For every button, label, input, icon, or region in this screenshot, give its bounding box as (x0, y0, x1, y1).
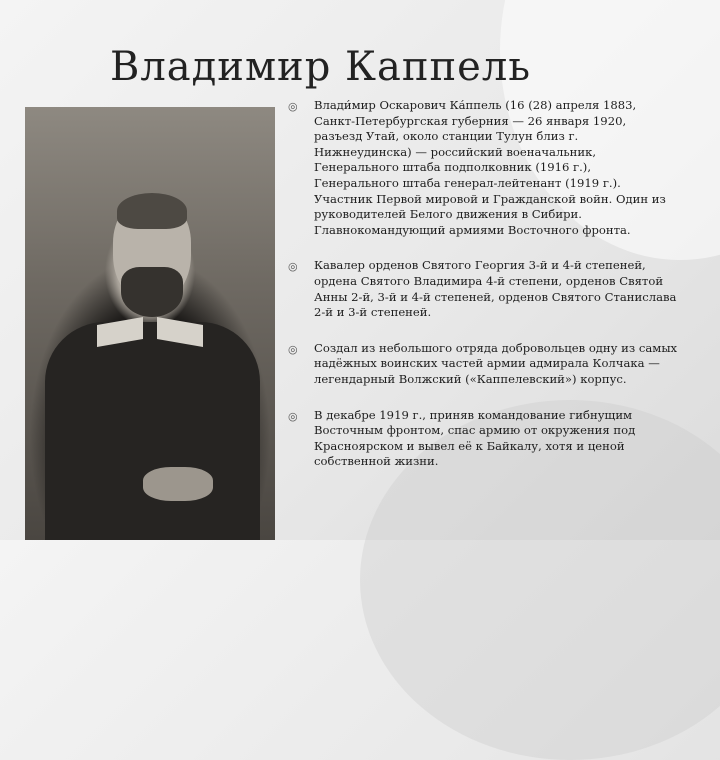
list-item (288, 258, 678, 320)
portrait-photo (25, 107, 275, 540)
target-bullet-icon: ◎ (288, 409, 298, 423)
target-bullet-icon: ◎ (288, 342, 298, 356)
list-item (288, 341, 678, 388)
list-item (288, 98, 678, 238)
target-bullet-icon: ◎ (288, 260, 298, 274)
bullet-list (288, 98, 678, 490)
slide-title: Владимир Каппель (110, 44, 532, 90)
target-bullet-icon: ◎ (288, 100, 298, 113)
list-item-text: Кавалер орденов Святого Георгия 3-й и 4-й степеней, ордена Святого Владимира 4-й степени, орденов Святой Анны 2-й, 3-й и 4-й степеней, орденов Святого Станислава 2-й и 3-й степеней. (314, 258, 677, 320)
list-item-text: Создал из небольшого отряда добровольцев одну из самых надёжных воинских частей армии адмирала Колчака — легендарный Волжский («Каппелевский») корпус. (314, 340, 678, 386)
list-item-text: В декабре 1919 г., приняв командование гибнущим Восточным фронтом, спас армию от окружения под Красноярском и вывел её к Байкалу, хотя и ценой собственной жизни. (314, 407, 636, 469)
list-item-text: Влади́мир Оскарович Ка́ппель (16 (28) апреля 1883, Санкт-Петербургская губерния — 26 января 1920, разъезд Утай, около станции Тулун близ г. Нижнеудинска) — российский военачальник, Генерального штаба подполковник (1916 г.), Генерального штаба генерал-лейтенант (1919 г.). Участник Первой мировой и Гражданской войн. Один из руководителей Белого движения в Сибири. Главнокомандующий армиями Восточного фронта. (314, 98, 666, 237)
list-item (288, 408, 678, 470)
